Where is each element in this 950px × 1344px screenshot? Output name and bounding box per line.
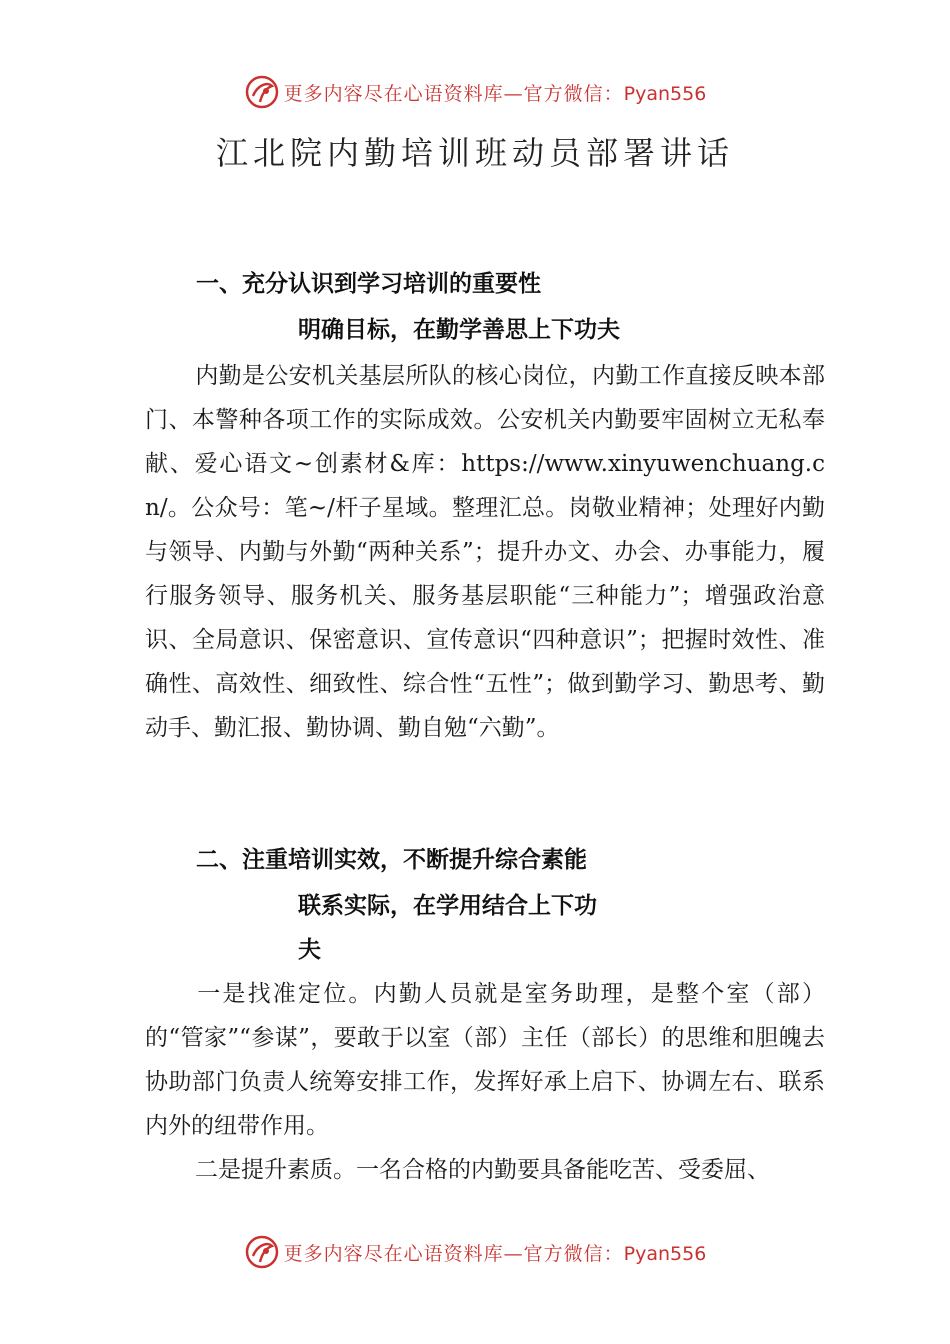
brand-logo-icon xyxy=(244,74,280,110)
banner-text: 更多内容尽在心语资料库—官方微信：Pyan556 xyxy=(283,82,707,105)
section2-subheading-line1: 联系实际，在学用结合上下功 xyxy=(298,893,597,919)
section1-paragraph: 内勤是公安机关基层所队的核心岗位，内勤工作直接反映本部门、本警种各项工作的实际成效。公安机关内勤要牢固树立无私奉献、爱心语文~创素材&库：https://www.xinyuwenchuang.cn/。公众号：笔~/杆子星域。整理汇总。岗敬业精神；处理好内勤与领导、内勤与外勤“两种关系”；提升办文、办会、办事能力，履行服务领导、服务机关、服务基层职能“三种能力”；增强政治意识、全局意识、保密意识、宣传意识“四种意识”；把握时效性、准确性、高效性、细致性、综合性“五性”；做到勤学习、勤思考、勤动手、勤汇报、勤协调、勤自勉“六勤”。 xyxy=(145,363,825,741)
document-title: 江北院内勤培训班动员部署讲话 xyxy=(215,134,734,172)
section2-subheading-line2: 夫 xyxy=(298,937,321,963)
section2-paragraph1: 一是找准定位。内勤人员就是室务助理，是整个室（部）的“管家”“参谋”，要敢于以室（部）主任（部长）的思维和胆魄去协助部门负责人统筹安排工作，发挥好承上启下、协调左右、联系内外的纽带作用。 xyxy=(145,981,825,1139)
section2-heading: 二、注重培训实效，不断提升综合素能 xyxy=(196,847,587,873)
banner-wechat: Pyan556 xyxy=(623,82,707,105)
section1-subheading: 明确目标，在勤学善思上下功夫 xyxy=(298,317,620,343)
section2-paragraph2: 二是提升素质。一名合格的内勤要具备能吃苦、受委屈、 xyxy=(195,1157,770,1183)
banner-wechat: Pyan556 xyxy=(623,1242,707,1265)
header-banner xyxy=(0,72,950,112)
section1-heading: 一、充分认识到学习培训的重要性 xyxy=(196,271,541,297)
brand-logo-icon xyxy=(244,1234,280,1270)
banner-text: 更多内容尽在心语资料库—官方微信：Pyan556 xyxy=(283,1242,707,1265)
footer-banner xyxy=(0,1232,950,1272)
